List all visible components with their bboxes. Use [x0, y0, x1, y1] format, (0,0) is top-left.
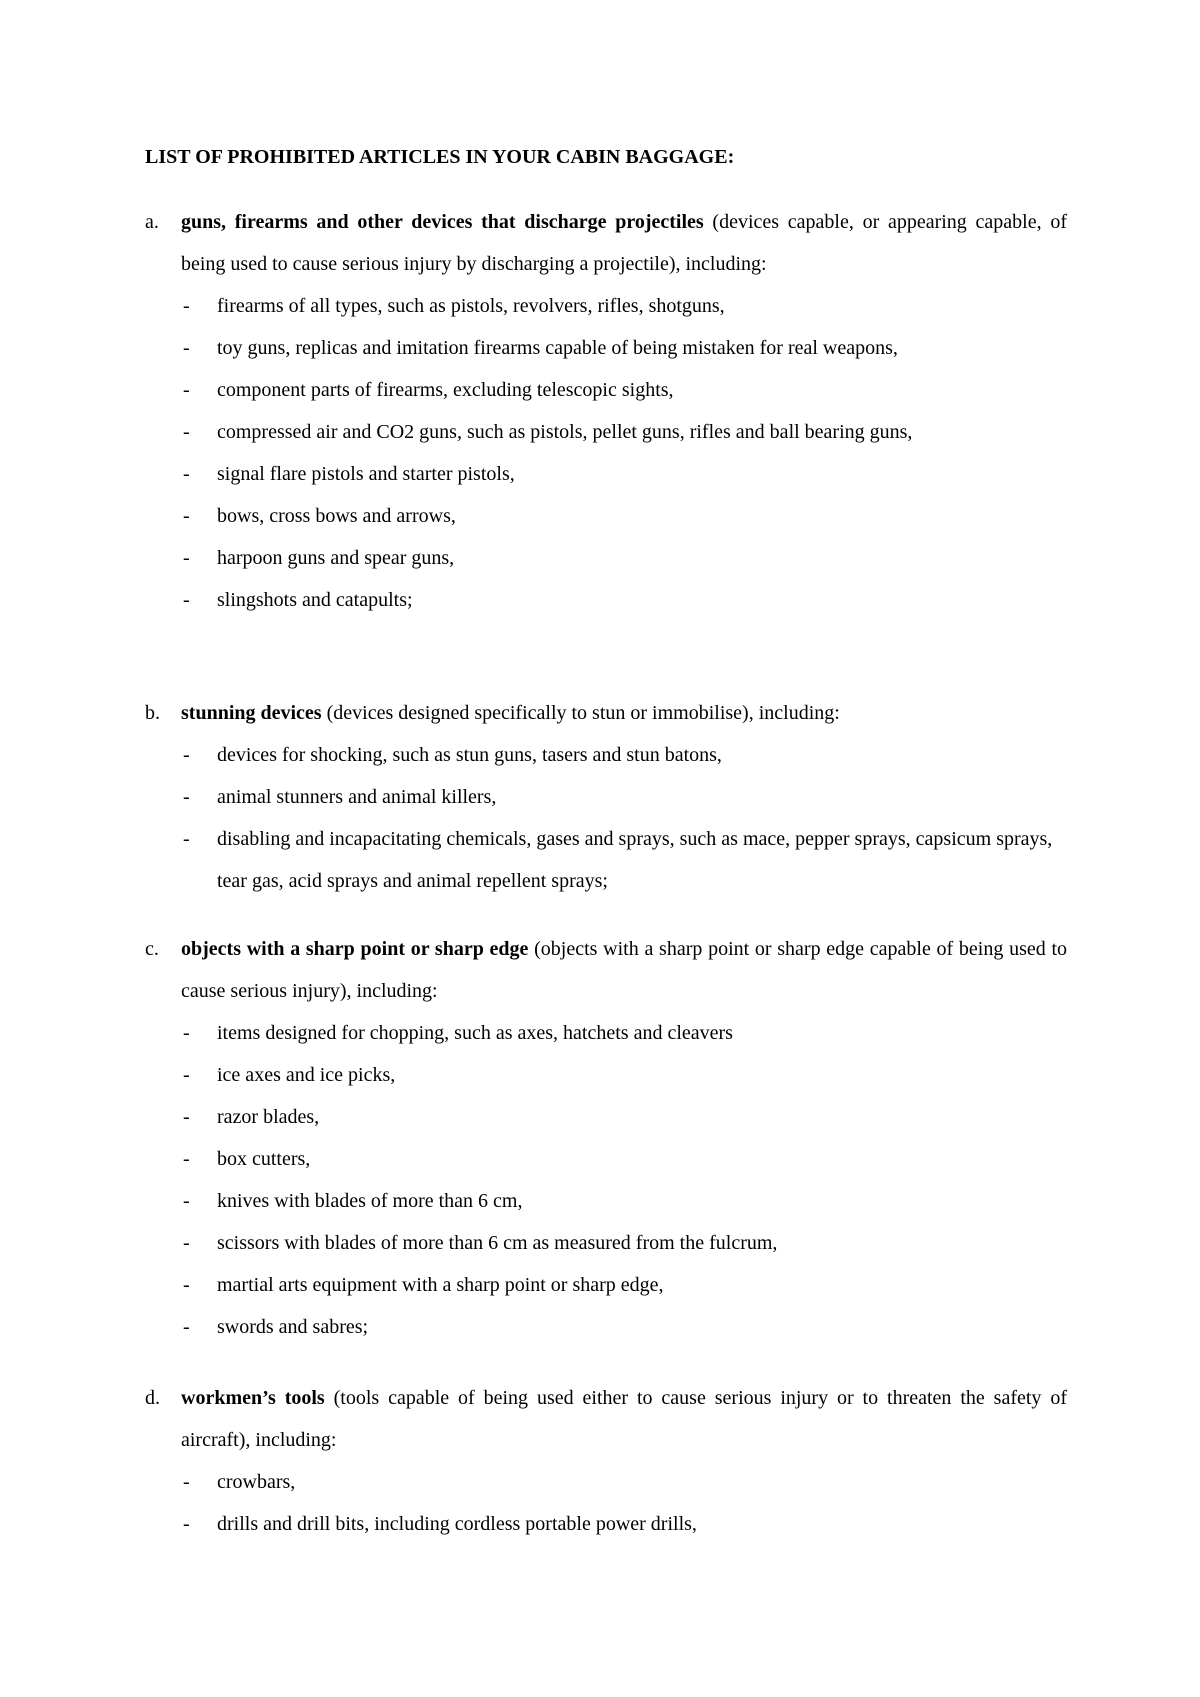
list-dash: - [183, 505, 190, 527]
list-dash: - [183, 744, 190, 766]
list-dash: - [183, 1274, 190, 1296]
section-workmens-tools [145, 1377, 1067, 1545]
list-item [145, 1096, 1067, 1138]
section-guns-firearms [145, 201, 1067, 621]
section-stunning-devices [145, 692, 1067, 902]
document-title: LIST OF PROHIBITED ARTICLES IN YOUR CABIN BAGGAGE: [145, 146, 735, 168]
item-list [145, 1461, 1067, 1545]
list-item [145, 453, 1067, 495]
section-heading: guns, firearms and other devices that discharge projectiles [181, 211, 704, 233]
section-header [145, 1377, 1067, 1461]
list-item-text: martial arts equipment with a sharp point or sharp edge, [217, 1274, 664, 1296]
list-item [145, 734, 1067, 776]
list-dash: - [183, 1106, 190, 1128]
list-item [145, 1461, 1067, 1503]
list-item-text: toy guns, replicas and imitation firearms capable of being mistaken for real weapons, [217, 337, 898, 359]
section-heading: workmen’s tools [181, 1387, 325, 1409]
list-item [145, 1180, 1067, 1222]
list-item-text: harpoon guns and spear guns, [217, 547, 455, 569]
section-description: (objects with a sharp point or sharp edge capable of being used to cause serious injury), including: [181, 938, 1067, 1002]
item-list [145, 734, 1067, 902]
list-item [145, 495, 1067, 537]
list-item [145, 1306, 1067, 1348]
list-item-text: compressed air and CO2 guns, such as pistols, pellet guns, rifles and ball bearing guns, [217, 421, 913, 443]
list-item-text: signal flare pistols and starter pistols, [217, 463, 515, 485]
list-dash: - [183, 1232, 190, 1254]
list-item [145, 327, 1067, 369]
list-item [145, 369, 1067, 411]
list-item [145, 1138, 1067, 1180]
list-item-text: firearms of all types, such as pistols, revolvers, rifles, shotguns, [217, 295, 725, 317]
list-dash: - [183, 828, 190, 850]
section-marker: a. [145, 211, 159, 233]
list-dash: - [183, 295, 190, 317]
list-dash: - [183, 421, 190, 443]
list-dash: - [183, 379, 190, 401]
section-header [145, 928, 1067, 1012]
list-item-text: disabling and incapacitating chemicals, gases and sprays, such as mace, pepper sprays, capsicum sprays, tear gas, acid sprays and animal repellent sprays; [217, 828, 1053, 892]
section-marker: c. [145, 938, 159, 960]
list-item-text: crowbars, [217, 1471, 296, 1493]
section-header [145, 692, 1067, 734]
list-dash: - [183, 463, 190, 485]
list-dash: - [183, 1513, 190, 1535]
section-heading: stunning devices [181, 702, 322, 724]
list-item-text: ice axes and ice picks, [217, 1064, 396, 1086]
list-item-text: animal stunners and animal killers, [217, 786, 497, 808]
list-dash: - [183, 589, 190, 611]
section-header [145, 201, 1067, 285]
list-dash: - [183, 1064, 190, 1086]
list-item [145, 1012, 1067, 1054]
section-sharp-objects [145, 928, 1067, 1348]
section-heading: objects with a sharp point or sharp edge [181, 938, 529, 960]
list-item [145, 537, 1067, 579]
list-item [145, 1264, 1067, 1306]
list-item-text: knives with blades of more than 6 cm, [217, 1190, 523, 1212]
list-item-text: drills and drill bits, including cordless portable power drills, [217, 1513, 697, 1535]
section-marker: b. [145, 702, 160, 724]
list-dash: - [183, 786, 190, 808]
list-dash: - [183, 1190, 190, 1212]
list-item [145, 1054, 1067, 1096]
list-item-text: items designed for chopping, such as axes, hatchets and cleavers [217, 1022, 733, 1044]
item-list [145, 285, 1067, 621]
list-item [145, 579, 1067, 621]
list-item [145, 1503, 1067, 1545]
list-item [145, 285, 1067, 327]
list-item-text: razor blades, [217, 1106, 320, 1128]
list-item-text: slingshots and catapults; [217, 589, 413, 611]
list-dash: - [183, 547, 190, 569]
section-description: (tools capable of being used either to cause serious injury or to threaten the safety of aircraft), including: [181, 1387, 1067, 1451]
section-description: (devices designed specifically to stun or immobilise), including: [321, 702, 840, 724]
list-item [145, 411, 1067, 453]
list-item [145, 776, 1067, 818]
list-item-text: devices for shocking, such as stun guns, tasers and stun batons, [217, 744, 722, 766]
list-item-text: component parts of firearms, excluding telescopic sights, [217, 379, 674, 401]
list-dash: - [183, 1022, 190, 1044]
list-dash: - [183, 337, 190, 359]
list-dash: - [183, 1471, 190, 1493]
section-description: (devices capable, or appearing capable, of being used to cause serious injury by discharging a projectile), including: [181, 211, 1067, 275]
list-dash: - [183, 1316, 190, 1338]
section-marker: d. [145, 1387, 160, 1409]
list-dash: - [183, 1148, 190, 1170]
list-item-text: swords and sabres; [217, 1316, 369, 1338]
item-list [145, 1012, 1067, 1348]
list-item-text: bows, cross bows and arrows, [217, 505, 456, 527]
list-item [145, 1222, 1067, 1264]
list-item-text: box cutters, [217, 1148, 311, 1170]
list-item-text: scissors with blades of more than 6 cm as measured from the fulcrum, [217, 1232, 778, 1254]
list-item [145, 818, 1067, 902]
